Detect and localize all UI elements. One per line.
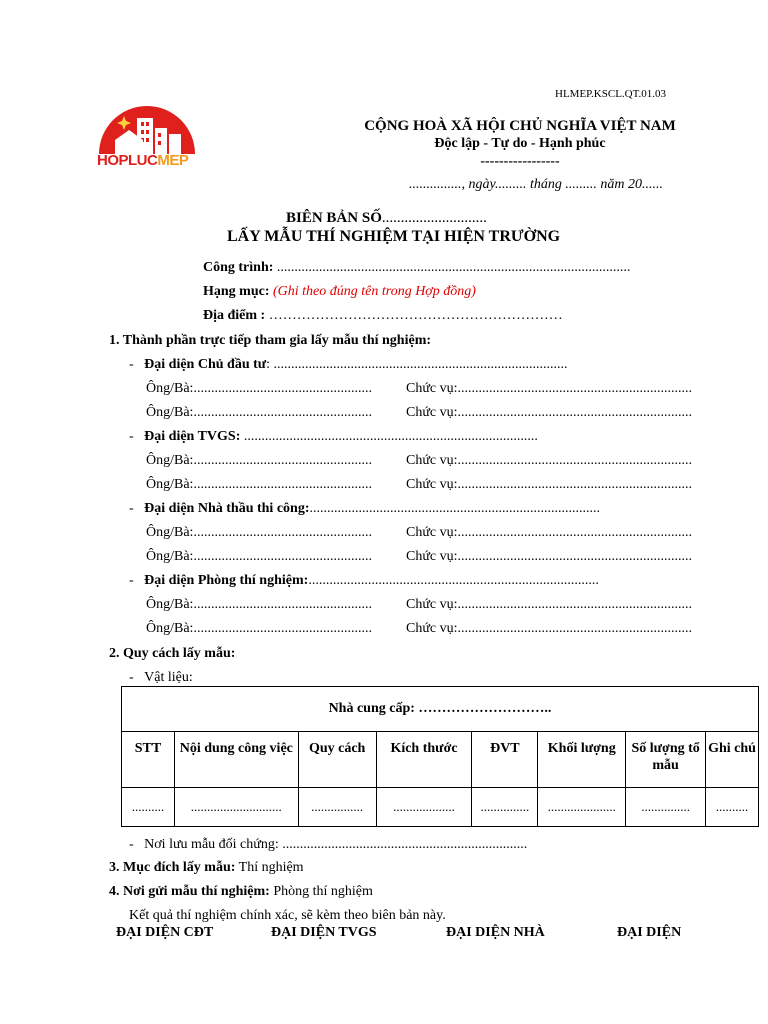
table-cell: ..................... bbox=[538, 788, 626, 827]
date-line: ..............., ngày......... tháng ......... năm 20...... bbox=[409, 177, 663, 192]
person-label: Ông/Bà: bbox=[146, 597, 194, 612]
report-number bbox=[286, 210, 487, 227]
supplier-cell: Nhà cung cấp: ……………………….. bbox=[122, 687, 759, 732]
position-label: Chức vụ: bbox=[406, 477, 458, 492]
person-line bbox=[146, 621, 372, 637]
position-dots: ................................................................... bbox=[457, 525, 693, 540]
hang-muc-line bbox=[203, 284, 476, 300]
person-dots: ................................................... bbox=[193, 453, 372, 468]
position-label: Chức vụ: bbox=[406, 453, 458, 468]
position-label: Chức vụ: bbox=[406, 405, 458, 420]
group-dots: ................................................................................... bbox=[309, 501, 600, 516]
person-line bbox=[146, 477, 372, 493]
group-label: Đại diện Nhà thầu thi công: bbox=[144, 501, 310, 516]
noi-luu-text: Nơi lưu mẫu đối chứng: ...................................................................... bbox=[144, 837, 528, 852]
dia-diem-line bbox=[203, 308, 563, 324]
person-dots: ................................................... bbox=[193, 525, 372, 540]
dash: - bbox=[129, 501, 134, 516]
column-header: Nội dung công việc bbox=[174, 732, 298, 788]
position-label: Chức vụ: bbox=[406, 381, 458, 396]
table-cell: ............... bbox=[626, 788, 706, 827]
result-text: Kết quả thí nghiệm chính xác, sẽ kèm theo biên bản này. bbox=[129, 908, 446, 923]
table-cell: .......... bbox=[122, 788, 175, 827]
position-dots: ................................................................... bbox=[457, 477, 693, 492]
position-label: Chức vụ: bbox=[406, 621, 458, 636]
person-label: Ông/Bà: bbox=[146, 381, 194, 396]
column-header: Số lượng tổ mẫu bbox=[626, 732, 706, 788]
person-label: Ông/Bà: bbox=[146, 621, 194, 636]
group-dots: : .................................................................................... bbox=[266, 357, 568, 372]
person-dots: ................................................... bbox=[193, 477, 372, 492]
signature-cdt: ĐẠI DIỆN CĐT bbox=[116, 925, 214, 940]
header-divider: ----------------- bbox=[480, 154, 560, 169]
vat-lieu-label: Vật liệu: bbox=[144, 670, 193, 685]
position-label: Chức vụ: bbox=[406, 597, 458, 612]
position-line bbox=[406, 381, 692, 397]
vat-lieu-line bbox=[129, 670, 193, 686]
group-dots: .................................................................................... bbox=[240, 429, 538, 444]
section1-heading: 1. Thành phần trực tiếp tham gia lấy mẫu thí nghiệm: bbox=[109, 333, 432, 348]
hang-muc-value: (Ghi theo đúng tên trong Hợp đồng) bbox=[269, 284, 476, 299]
position-dots: ................................................................... bbox=[457, 549, 693, 564]
report-title: LẤY MẪU THÍ NGHIỆM TẠI HIỆN TRƯỜNG bbox=[227, 228, 561, 245]
person-label: Ông/Bà: bbox=[146, 549, 194, 564]
person-dots: ................................................... bbox=[193, 549, 372, 564]
form-code: HLMEP.KSCL.QT.01.03 bbox=[555, 88, 667, 100]
section4-line bbox=[109, 884, 373, 900]
person-label: Ông/Bà: bbox=[146, 477, 194, 492]
signature-ptn: ĐẠI DIỆN bbox=[617, 925, 682, 940]
group-label: Đại diện TVGS: bbox=[144, 429, 241, 444]
person-line bbox=[146, 597, 372, 613]
nation-title: CỘNG HOÀ XÃ HỘI CHỦ NGHĨA VIỆT NAM bbox=[364, 118, 676, 134]
section4-value: Phòng thí nghiệm bbox=[269, 884, 373, 899]
table-cell: ............... bbox=[472, 788, 538, 827]
position-line bbox=[406, 477, 692, 493]
position-dots: ................................................................... bbox=[457, 381, 693, 396]
group-chu-dau-tu bbox=[129, 357, 568, 373]
signature-tvgs: ĐẠI DIỆN TVGS bbox=[271, 925, 377, 940]
column-header: Quy cách bbox=[298, 732, 376, 788]
report-number-dots: ............................ bbox=[381, 210, 487, 226]
group-tvgs bbox=[129, 429, 538, 445]
table-cell: ................... bbox=[376, 788, 472, 827]
motto: Độc lập - Tự do - Hạnh phúc bbox=[434, 136, 606, 151]
sample-table bbox=[121, 686, 759, 827]
column-header: Ghi chú bbox=[706, 732, 759, 788]
dash: - bbox=[129, 357, 134, 372]
dash: - bbox=[129, 670, 134, 685]
cong-trinh-label: Công trình: bbox=[203, 260, 274, 275]
group-phong-thi-nghiem bbox=[129, 573, 599, 589]
company-logo bbox=[95, 104, 201, 180]
group-nha-thau bbox=[129, 501, 600, 517]
position-dots: ................................................................... bbox=[457, 621, 693, 636]
logo-text-primary: HOPLUC bbox=[97, 152, 158, 169]
section2-heading: 2. Quy cách lấy mẫu: bbox=[109, 646, 236, 661]
person-dots: ................................................... bbox=[193, 381, 372, 396]
cong-trinh-line bbox=[203, 260, 630, 276]
group-dots: ................................................................................... bbox=[308, 573, 599, 588]
dia-diem-dots: ……………………………………………………… bbox=[265, 308, 563, 323]
table-cell: ............................ bbox=[174, 788, 298, 827]
table-cell: .......... bbox=[706, 788, 759, 827]
person-label: Ông/Bà: bbox=[146, 405, 194, 420]
person-line bbox=[146, 453, 372, 469]
position-line bbox=[406, 597, 692, 613]
group-label: Đại diện Phòng thí nghiệm: bbox=[144, 573, 309, 588]
person-dots: ................................................... bbox=[193, 621, 372, 636]
section3-value: Thí nghiệm bbox=[235, 860, 304, 875]
logo-text-secondary: MEP bbox=[157, 152, 189, 169]
section3-line bbox=[109, 860, 304, 876]
cong-trinh-dots: ..................................................................................................... bbox=[273, 260, 631, 275]
dash: - bbox=[129, 837, 134, 852]
dash: - bbox=[129, 573, 134, 588]
person-line bbox=[146, 525, 372, 541]
report-number-label: BIÊN BẢN SỐ bbox=[286, 210, 382, 226]
person-line bbox=[146, 381, 372, 397]
table-header-row bbox=[122, 732, 759, 788]
noi-luu-line bbox=[129, 837, 527, 853]
position-line bbox=[406, 405, 692, 421]
person-line bbox=[146, 549, 372, 565]
signature-nha-thau: ĐẠI DIỆN NHÀ bbox=[446, 925, 545, 940]
table-row bbox=[122, 788, 759, 827]
position-line bbox=[406, 525, 692, 541]
position-dots: ................................................................... bbox=[457, 405, 693, 420]
group-label: Đại diện Chủ đầu tư bbox=[144, 357, 267, 372]
column-header: Kích thước bbox=[376, 732, 472, 788]
person-label: Ông/Bà: bbox=[146, 453, 194, 468]
position-line bbox=[406, 453, 692, 469]
position-line bbox=[406, 621, 692, 637]
person-dots: ................................................... bbox=[193, 597, 372, 612]
person-label: Ông/Bà: bbox=[146, 525, 194, 540]
dia-diem-label: Địa điểm : bbox=[203, 308, 266, 323]
dash: - bbox=[129, 429, 134, 444]
person-dots: ................................................... bbox=[193, 405, 372, 420]
position-label: Chức vụ: bbox=[406, 549, 458, 564]
hang-muc-label: Hạng mục: bbox=[203, 284, 270, 299]
section3-label: 3. Mục đích lấy mẫu: bbox=[109, 860, 236, 875]
position-dots: ................................................................... bbox=[457, 597, 693, 612]
position-line bbox=[406, 549, 692, 565]
position-label: Chức vụ: bbox=[406, 525, 458, 540]
column-header: ĐVT bbox=[472, 732, 538, 788]
position-dots: ................................................................... bbox=[457, 453, 693, 468]
column-header: STT bbox=[122, 732, 175, 788]
table-cell: ................ bbox=[298, 788, 376, 827]
person-line bbox=[146, 405, 372, 421]
column-header: Khối lượng bbox=[538, 732, 626, 788]
section4-label: 4. Nơi gửi mẫu thí nghiệm: bbox=[109, 884, 270, 899]
